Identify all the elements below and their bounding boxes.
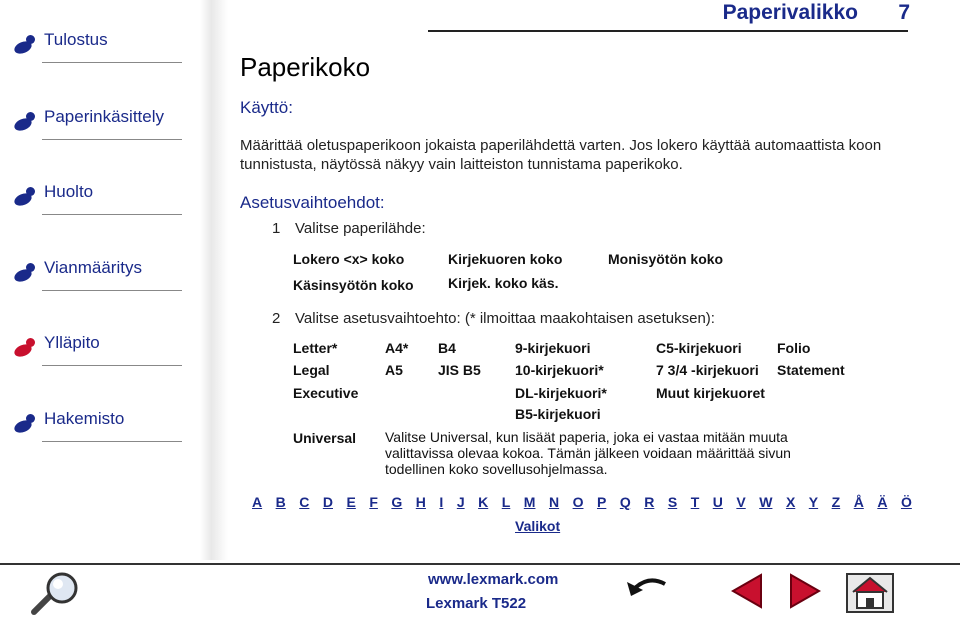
alpha-link[interactable]: W: [759, 494, 773, 510]
sidebar-item-paperinkasittely[interactable]: [0, 107, 200, 147]
alpha-link[interactable]: Q: [619, 494, 631, 510]
menus-link[interactable]: Valikot: [515, 518, 561, 534]
size-cell: Letter*: [293, 340, 338, 356]
step2-text: Valitse asetusvaihtoehto: (* ilmoittaa maakohtaisen asetuksen):: [295, 310, 715, 327]
sidebar-item-huolto[interactable]: [0, 182, 200, 222]
sidebar-item-vianmaaritys[interactable]: [0, 258, 200, 298]
step1-number: 1: [272, 220, 281, 237]
alpha-link[interactable]: L: [501, 494, 511, 510]
alpha-link[interactable]: I: [439, 494, 444, 510]
page-title: Paperikoko: [240, 52, 371, 82]
universal-description: Valitse Universal, kun lisäät paperia, joka ei vastaa mitään muuta valittavissa olevaa kokoa. Tämän jälkeen voidaan määrittää sivun todellinen koko sovellusohjelmassa.: [385, 429, 791, 477]
alpha-link[interactable]: P: [596, 494, 607, 510]
size-cell: Statement: [777, 362, 845, 378]
sidebar-item-hakemisto[interactable]: [0, 409, 200, 449]
sidebar-shadow: [200, 0, 228, 560]
step1-text: Valitse paperilähde:: [295, 220, 426, 237]
size-cell: A4*: [385, 340, 409, 356]
back-arrow-icon[interactable]: [623, 570, 673, 614]
source-cell: Monisyötön koko: [608, 251, 724, 267]
size-cell: Legal: [293, 362, 330, 378]
source-cell: Lokero <x> koko: [293, 251, 405, 267]
next-arrow-icon[interactable]: [785, 571, 825, 611]
usage-heading: Käyttö:: [240, 98, 293, 117]
alpha-link[interactable]: S: [667, 494, 678, 510]
size-cell: JIS B5: [438, 362, 481, 378]
footer-rule: [0, 563, 960, 565]
sidebar-item-yllapito[interactable]: [0, 333, 200, 373]
size-cell: A5: [385, 362, 403, 378]
alpha-link[interactable]: V: [736, 494, 746, 510]
alpha-link[interactable]: Y: [808, 494, 819, 510]
alpha-link[interactable]: C: [299, 494, 310, 510]
source-cell: Käsinsyötön koko: [293, 277, 414, 293]
sidebar-item-label: Paperinkäsittely: [44, 107, 165, 126]
alpha-link[interactable]: Å: [853, 494, 864, 510]
alpha-link[interactable]: B: [275, 494, 286, 510]
prev-arrow-icon[interactable]: [727, 571, 767, 611]
alphabet-index: [252, 494, 912, 510]
page-number: 7: [898, 1, 910, 24]
alpha-link[interactable]: X: [785, 494, 796, 510]
alpha-link[interactable]: K: [478, 494, 489, 510]
sidebar-item-label: Tulostus: [44, 30, 108, 49]
sidebar-item-label: Hakemisto: [44, 409, 125, 428]
size-cell: Universal: [293, 430, 357, 446]
options-heading: Asetusvaihtoehdot:: [240, 193, 385, 212]
source-cell: Kirjekuoren koko: [448, 251, 563, 267]
size-cell: 9-kirjekuori: [515, 340, 591, 356]
alpha-link[interactable]: E: [346, 494, 356, 510]
magnifier-icon[interactable]: [28, 570, 84, 616]
alpha-link[interactable]: G: [391, 494, 403, 510]
alpha-link[interactable]: D: [322, 494, 333, 510]
alpha-link[interactable]: R: [644, 494, 655, 510]
header-rule: [428, 30, 908, 32]
header-title: Paperivalikko: [722, 1, 858, 24]
alpha-link[interactable]: N: [548, 494, 560, 510]
alpha-link[interactable]: Ä: [877, 494, 888, 510]
size-cell: DL-kirjekuori*: [515, 385, 607, 401]
alpha-link[interactable]: U: [712, 494, 723, 510]
alpha-link[interactable]: Ö: [900, 494, 912, 510]
alpha-link[interactable]: T: [690, 494, 700, 510]
size-cell: Muut kirjekuoret: [656, 385, 765, 401]
step2-number: 2: [272, 310, 281, 327]
usage-text: Määrittää oletuspaperikoon jokaista paperilähdettä varten. Jos lokero käyttää automaattista koon tunnistusta, näytössä näkyy vain laitteiston tunnistama paperikoko.: [240, 137, 882, 173]
alpha-link[interactable]: Z: [831, 494, 841, 510]
size-cell: Executive: [293, 385, 359, 401]
footer-model: Lexmark T522: [426, 595, 527, 612]
alpha-link[interactable]: A: [252, 494, 263, 510]
size-cell: 7 3/4 -kirjekuori: [656, 362, 759, 378]
sidebar-item-label: Huolto: [44, 182, 94, 201]
sidebar-item-label: Ylläpito: [44, 333, 100, 352]
sidebar-item-tulostus[interactable]: [0, 30, 200, 70]
sidebar-item-label: Vianmääritys: [44, 258, 142, 277]
size-cell: C5-kirjekuori: [656, 340, 742, 356]
alpha-link[interactable]: O: [572, 494, 584, 510]
home-icon[interactable]: [845, 568, 895, 614]
footer-url[interactable]: www.lexmark.com: [428, 571, 559, 588]
alpha-link[interactable]: H: [415, 494, 426, 510]
alpha-link[interactable]: F: [369, 494, 378, 510]
size-cell: B5-kirjekuori: [515, 406, 601, 422]
alpha-link[interactable]: M: [523, 494, 536, 510]
size-cell: Folio: [777, 340, 811, 356]
source-cell: Kirjek. koko käs.: [448, 275, 559, 291]
size-cell: 10-kirjekuori*: [515, 362, 604, 378]
size-cell: B4: [438, 340, 456, 356]
alpha-link[interactable]: J: [456, 494, 465, 510]
